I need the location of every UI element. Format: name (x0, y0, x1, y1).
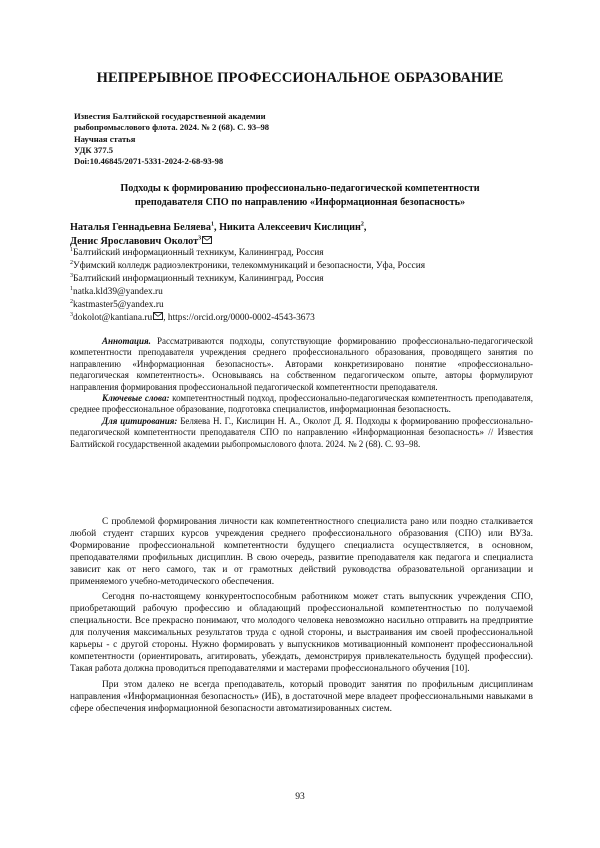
author-index: 1 (210, 221, 214, 228)
orcid-link[interactable]: , https://orcid.org/0000-0002-4543-3673 (163, 313, 315, 323)
affiliation-text: Уфимский колледж радиоэлектроники, телекоммуникаций и безопасности, Уфа, Россия (73, 261, 426, 271)
author-list (70, 221, 540, 248)
page-number: 93 (295, 791, 305, 802)
author-name: Денис Ярославович Околот (70, 235, 199, 247)
abstract-text: Рассматриваются подходы, сопутствующие формированию профессионально-педагогической компетентности преподавателя учреждения среднего профессионального образования, проводящего занятия по направлению «Информационная безопасность». Авторами конкретизировано понятие «профессионально-педагогическая компетентность». Основываясь на собственном педагогическом опыте, авторы формулируют направления формирования профессиональной педагогической компетентности преподавателя. (70, 336, 533, 392)
article-type: Научная статья (74, 133, 136, 144)
affiliations (70, 247, 540, 325)
affiliation-index: 3 (70, 272, 73, 279)
keywords-label: Ключевые слова: (102, 393, 170, 404)
article-metadata (74, 111, 269, 167)
journal-section-heading: НЕПРЕРЫВНОЕ ПРОФЕССИОНАЛЬНОЕ ОБРАЗОВАНИЕ (96, 70, 504, 86)
doi: Doi:10.46845/2071-5331-2024-2-68-93-98 (74, 156, 224, 167)
author-separator: , (363, 222, 367, 233)
email-address[interactable]: natka.kld39@yandex.ru (73, 287, 163, 297)
citation-text: Беляева Н. Г., Кислицин Н. А., Околот Д. Я. Подходы к формированию профессионально-педагогической компетентности преподавателя СПО по направлению «Информационная безопасность» // Известия Балтийской государственной академии рыбопромыслового флота. 2024. № 2 (68). С. 93–98. (70, 415, 533, 449)
email-address[interactable]: kastmaster5@yandex.ru (73, 300, 164, 310)
abstract-label: Аннотация. (102, 336, 151, 346)
affiliation-text: Балтийский информационный техникум, Калининград, Россия (73, 248, 324, 258)
email-index: 1 (70, 285, 73, 292)
author-index: 2 (360, 221, 364, 228)
abstract-paragraph (70, 336, 533, 393)
email-index: 3 (70, 311, 73, 318)
affiliation-index: 2 (70, 259, 73, 266)
email-item (70, 299, 540, 312)
article-title (60, 182, 540, 210)
author-index: 3 (198, 235, 202, 242)
udc-code: УДК 377.5 (74, 144, 114, 155)
affiliation-text: Балтийский информационный техникум, Калининград, Россия (73, 274, 324, 284)
citation-paragraph (70, 416, 533, 450)
author-name: Никита Алексеевич Кислицин (219, 222, 361, 233)
abstract-block (70, 336, 533, 450)
affiliation-item (70, 273, 540, 286)
body-paragraph: Сегодня по-настоящему конкурентоспособным работником может стать выпускник учреждения СПО, приобретающий рабочую профессию и обладающий профессиональной компетентностью по получаемой специальности. Все прекрасно понимают, что молодого человека невозможно насильно отправить на предприятие для получения максимальных результатов труда с одной стороны, и выстраивания им своей профессиональной карьеры - с другой стороны. Нужно формировать у выпускников мотивационный компонент профессиональной компетентности (ориентировать, агитировать, убеждать, демонстрируя привлекательность будущей профессии). Такая работа должна проводиться преподавателями и мастерами профессионального обучения [10]. (70, 592, 533, 674)
body-paragraph: С проблемой формирования личности как компетентностного специалиста рано или поздно сталкивается любой студент старших курсов учреждения среднего профессионального образования (СПО) или ВУЗа. Формирование профессиональной компетентности будущего специалиста осуществляется, в основном, преподавателями профильных дисциплин. В свою очередь, развитие преподавателя как педагога и специалиста зависит как от него самого, так и от грамотных действий руководства образовательной организации и применяемого учебно-методического обеспечения. (70, 517, 533, 587)
author-separator: , (213, 222, 220, 233)
keywords-paragraph (70, 393, 533, 416)
email-address[interactable]: dokolot@kantiana.ru (73, 313, 153, 323)
envelope-icon (153, 312, 163, 320)
journal-name-line: Известия Балтийской государственной академии (74, 111, 266, 121)
affiliation-item (70, 247, 540, 260)
email-item (70, 286, 540, 299)
envelope-icon (202, 236, 212, 244)
author-name: Наталья Геннадьевна Беляева (70, 222, 211, 233)
body-paragraph: При этом далеко не всегда преподаватель, который проводит занятия по профильным дисциплинам направления «Информационная безопасность» (ИБ), в достаточной мере владеет профессиональными навыками в сфере обеспечения информационной безопасности автоматизированных систем. (70, 679, 533, 714)
title-line-2: преподавателя СПО по направлению «Информационная безопасность» (134, 197, 466, 208)
journal-issue-line: рыбопромыслового флота. 2024. № 2 (68). С. 93–98 (74, 122, 270, 133)
keywords-text: компетентностный подход, профессионально-педагогическая компетентность преподавателя, среднее профессиональное образование, подготовка специалистов, информационная безопасность. (70, 393, 533, 415)
email-index: 2 (70, 298, 73, 305)
title-line-1: Подходы к формированию профессионально-педагогической компетентности (120, 183, 480, 194)
email-item (70, 312, 540, 325)
citation-label: Для цитирования: (102, 415, 178, 426)
article-body (70, 517, 533, 716)
affiliation-index: 1 (70, 246, 73, 253)
affiliation-item (70, 260, 540, 273)
